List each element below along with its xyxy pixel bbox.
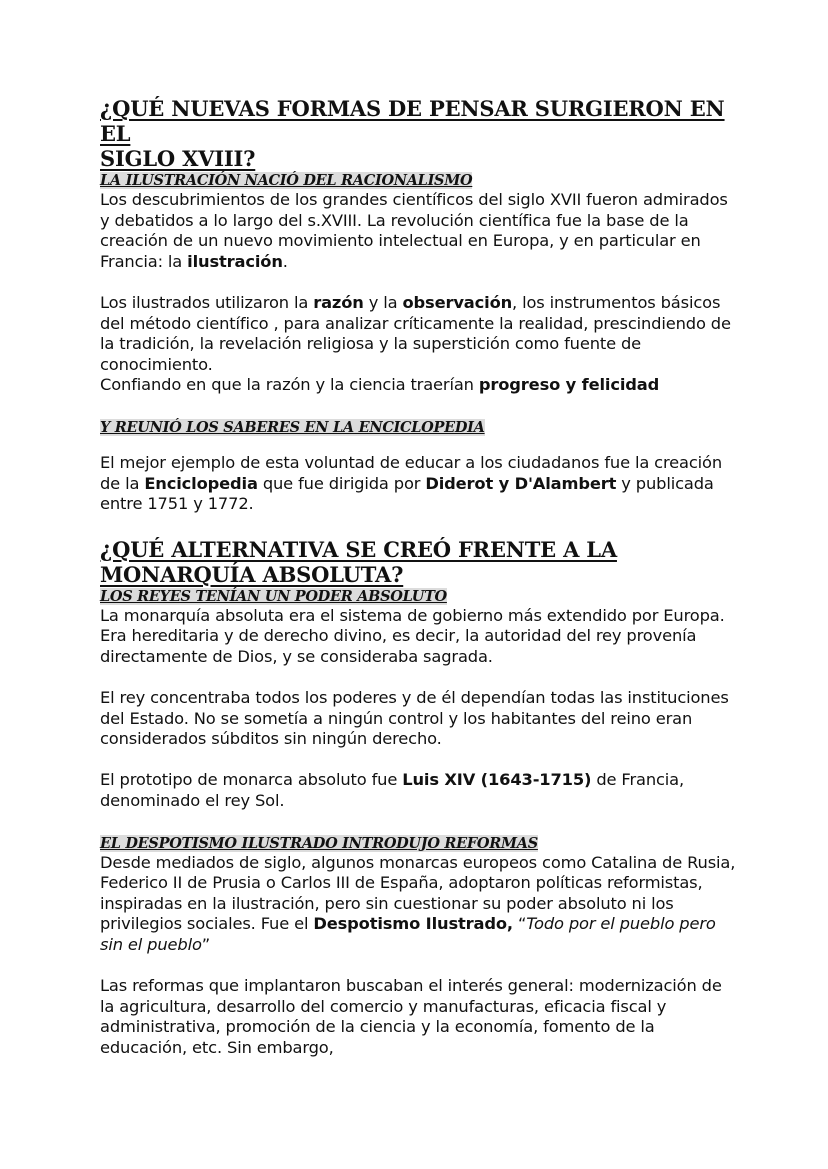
section-2-title [100, 537, 740, 587]
subheading-despotismo: EL DESPOTISMO ILUSTRADO INTRODUJO REFORMAS [100, 834, 538, 852]
section-2-title-line-2: MONARQUÍA ABSOLUTA? [100, 561, 404, 587]
paragraph-progreso: Confiando en que la razón y la ciencia traerían progreso y felicidad [100, 375, 660, 395]
section-1-title-line-1: ¿QUÉ NUEVAS FORMAS DE PENSAR SURGIERON EN EL [100, 96, 725, 146]
document-page [100, 96, 740, 1059]
section-1-title [100, 96, 740, 171]
paragraph-despotismo: Desde mediados de siglo, algunos monarcas europeos como Catalina de Rusia, Federico II de Prusia o Carlos III de España, adoptaron políticas reformistas, inspiradas en la ilustración, pero sin cuestionar su poder absoluto ni los privilegios sociales. Fue el Despotismo Ilustrado, “Todo por el pueblo pero sin el pueblo” [100, 852, 736, 955]
paragraph-ilustrados: Los ilustrados utilizaron la razón y la observación, los instrumentos básicos del método científico , para analizar críticamente la realidad, prescindiendo de la tradición, la revelación religiosa y la superstición como fuente de conocimiento. [100, 292, 731, 374]
subheading-racionalismo: LA ILUSTRACIÓN NACIÓ DEL RACIONALISMO [100, 172, 473, 189]
paragraph-reformas: Las reformas que implantaron buscaban el interés general: modernización de la agricultura, desarrollo del comercio y manufacturas, eficacia fiscal y administrativa, promoción de la ciencia y la economía, fomento de la educación, etc. Sin embargo, [100, 976, 722, 1057]
subheading-poder-absoluto: LOS REYES TENÍAN UN PODER ABSOLUTO [100, 587, 447, 605]
paragraph-luis-xiv: El prototipo de monarca absoluto fue Luis XIV (1643-1715) de Francia, denominado el rey Sol. [100, 770, 685, 811]
paragraph-monarquia: La monarquía absoluta era el sistema de gobierno más extendido por Europa. Era hereditaria y de derecho divino, es decir, la autoridad del rey provenía directamente de Dios, y se consideraba sagrada. [100, 605, 725, 666]
section-2-title-line-1: ¿QUÉ ALTERNATIVA SE CREÓ FRENTE A LA [100, 536, 617, 562]
paragraph-racionalismo: Los descubrimientos de los grandes científicos del siglo XVII fueron admirados y debatidos a lo largo del s.XVIII. La revolución científica fue la base de la creación de un nuevo movimiento intelectual en Europa, y en particular en Francia: la ilustración. [100, 190, 728, 271]
paragraph-enciclopedia: El mejor ejemplo de esta voluntad de educar a los ciudadanos fue la creación de la Enciclopedia que fue dirigida por Diderot y D'Alambert y publicada entre 1751 y 1772. [100, 452, 723, 514]
paragraph-rey: El rey concentraba todos los poderes y de él dependían todas las instituciones del Estado. No se sometía a ningún control y los habitantes del reino eran considerados súbditos sin ningún derecho. [100, 688, 729, 749]
subheading-enciclopedia: Y REUNIÓ LOS SABERES EN LA ENCICLOPEDIA [100, 418, 485, 436]
section-1-title-line-2: SIGLO XVIII? [100, 146, 256, 171]
